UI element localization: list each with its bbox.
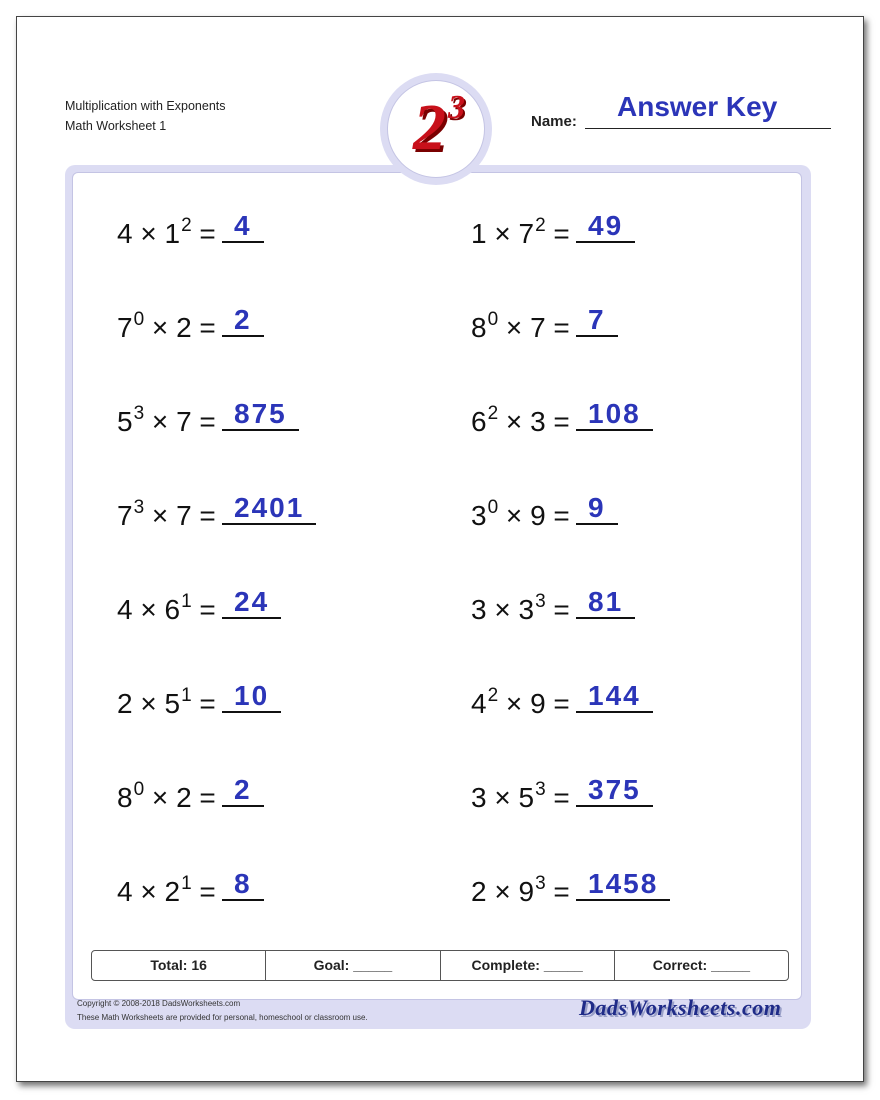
worksheet-subtitle: Math Worksheet 1 (65, 119, 167, 133)
copyright-text: Copyright © 2008-2018 DadsWorksheets.com (77, 999, 241, 1008)
problem-expression: $3 \times 5^3$ = (471, 779, 570, 813)
problem-expression: $4 \times 6^1$ = (117, 591, 216, 625)
brand-logo: DadsWorksheets.com (579, 995, 782, 1020)
answer-field[interactable]: 2401 (222, 487, 316, 525)
worksheet-title: Multiplication with Exponents (65, 99, 226, 113)
answer-field[interactable]: 81 (576, 581, 635, 619)
problem-expression: $8^0 \times 7$ = (471, 309, 570, 343)
answer-field[interactable]: 144 (576, 675, 653, 713)
name-label: Name: (531, 113, 577, 130)
problem-expression: $3^0 \times 9$ = (471, 497, 570, 531)
problem-expression: $6^2 \times 3$ = (471, 403, 570, 437)
problem-expression: $3 \times 3^3$ = (471, 591, 570, 625)
problem-expression: $7^0 \times 2$ = (117, 309, 216, 343)
problem-expression: $1 \times 7^2$ = (471, 215, 570, 249)
correct-cell: Correct: _____ (652, 957, 751, 973)
answer-field[interactable]: 8 (222, 863, 264, 901)
answer-field[interactable]: 24 (222, 581, 281, 619)
exponent-logo (380, 73, 492, 185)
problem-expression: $4 \times 1^2$ = (117, 215, 216, 249)
total-cell: Total: 16 (92, 951, 266, 980)
answer-field[interactable]: 875 (222, 393, 299, 431)
answer-field[interactable]: 4 (222, 205, 264, 243)
answer-field[interactable]: 49 (576, 205, 635, 243)
name-line (585, 128, 831, 129)
goal-cell: Goal: _____ (266, 951, 440, 980)
worksheet-page (16, 16, 864, 1082)
answer-field[interactable]: 7 (576, 299, 618, 337)
score-bar (91, 950, 789, 981)
problem-expression: $4^2 \times 9$ = (471, 685, 570, 719)
complete-cell: Complete: _____ (441, 951, 615, 980)
problem-expression: $8^0 \times 2$ = (117, 779, 216, 813)
problem-expression: $5^3 \times 7$ = (117, 403, 216, 437)
problem-expression: $2 \times 9^3$ = (471, 873, 570, 907)
problem-expression: $4 \times 2^1$ = (117, 873, 216, 907)
problem-expression: $2 \times 5^1$ = (117, 685, 216, 719)
answer-field[interactable]: 9 (576, 487, 618, 525)
usage-notice: These Math Worksheets are provided for personal, homeschool or classroom use. (77, 1013, 368, 1022)
answer-field[interactable]: 108 (576, 393, 653, 431)
answer-field[interactable]: 1458 (576, 863, 670, 901)
answer-field[interactable]: 10 (222, 675, 281, 713)
answer-key-heading: Answer Key (617, 91, 778, 122)
logo-exponent: 3 (448, 89, 465, 126)
answer-field[interactable]: 2 (222, 769, 264, 807)
problem-expression: $7^3 \times 7$ = (117, 497, 216, 531)
logo-base: 2 (413, 91, 446, 164)
answer-field[interactable]: 375 (576, 769, 653, 807)
answer-field[interactable]: 2 (222, 299, 264, 337)
